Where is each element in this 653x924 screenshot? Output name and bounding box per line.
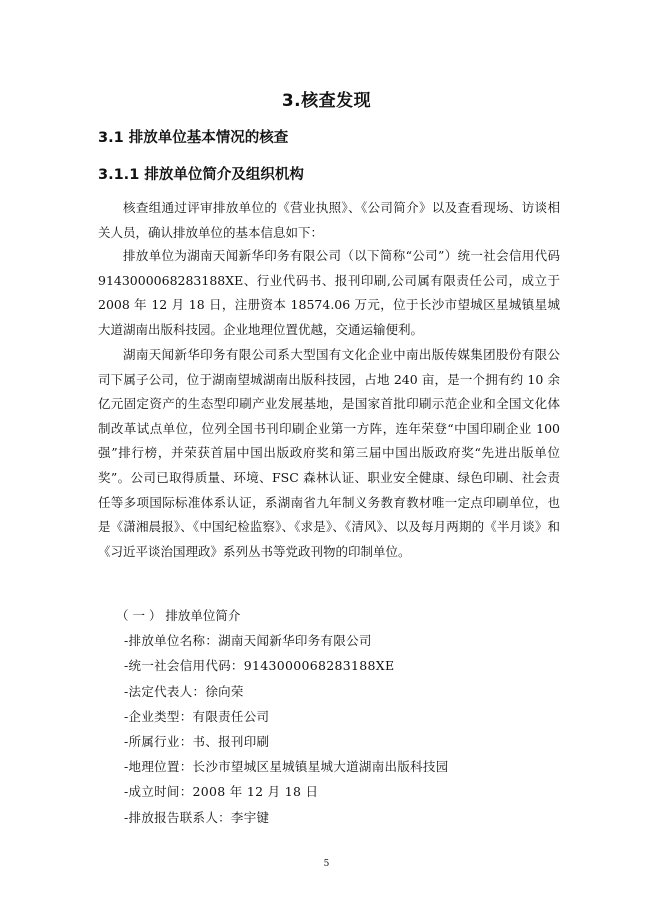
list-item: -地理位置：长沙市望城区星城镇星城大道湖南出版科技园 (124, 759, 449, 775)
list-item: -所属行业：书、报刊印刷 (124, 734, 270, 750)
intro-list (116, 603, 566, 830)
paragraph-text: 核查组通过评审排放单位的《营业执照》、《公司简介》以及查看现场、访谈相关人员，确认排放单位的基本信息如下： (98, 200, 560, 240)
list-item: -企业类型：有限责任公司 (124, 708, 270, 724)
page-number: 5 (323, 859, 330, 869)
paragraph-company-profile (98, 343, 560, 564)
paragraph-company-basic-info (98, 244, 560, 342)
section-heading: 3.核查发现 (281, 91, 372, 111)
intro-list-title: （ 一 ） 排放单位简介 (116, 608, 241, 623)
list-item: -排放单位名称：湖南天闻新华印务有限公司 (124, 633, 372, 649)
paragraph-text: 排放单位为湖南天闻新华印务有限公司（以下简称“公司”）统一社会信用代码 9143000068283188XE、行业代码书、报刊印刷,公司属有限责任公司，成立于 2008 年 12 月 18 日，注册资本 18574.06 万元，位于长沙市望城区星城镇星城大道湖南出版科技园。企业地理位置优越，交通运输便利。 (98, 248, 560, 337)
list-item: -统一社会信用代码：9143000068283188XE (124, 658, 395, 674)
subsubsection-heading: 3.1.1 排放单位简介及组织机构 (98, 167, 304, 183)
paragraph-text: 湖南天闻新华印务有限公司系大型国有文化企业中南出版传媒集团股份有限公司下属子公司，位于湖南望城湖南出版科技园，占地 240 亩，是一个拥有约 10 余亿元固定资产的生态型印刷产业发展基地，是国家首批印刷示范企业和全国文化体制改革试点单位，位列全国书刊印刷企业第一方阵，连年荣登“中国印刷企业 100 强”排行榜，并荣获首届中国出版政府奖和第三届中国出版政府奖“先进出版单位奖”。公司已取得质量、环境、FSC 森林认证、职业安全健康、绿色印刷、社会责任等多项国际标准体系认证，系湖南省九年制义务教育教材唯一定点印刷单位，也是《潇湘晨报》、《中国纪检监察》、《求是》、《清风》、以及每月两期的《半月谈》和《习近平谈治国理政》系列丛书等党政刊物的印制单位。 (98, 347, 560, 559)
list-item: -排放报告联系人：李宇键 (124, 809, 270, 825)
list-item: -法定代表人：徐向荣 (124, 683, 244, 699)
subsection-heading: 3.1 排放单位基本情况的核查 (98, 130, 289, 146)
list-item: -成立时间：2008 年 12 月 18 日 (124, 784, 319, 800)
paragraph-verification-method (98, 196, 560, 245)
